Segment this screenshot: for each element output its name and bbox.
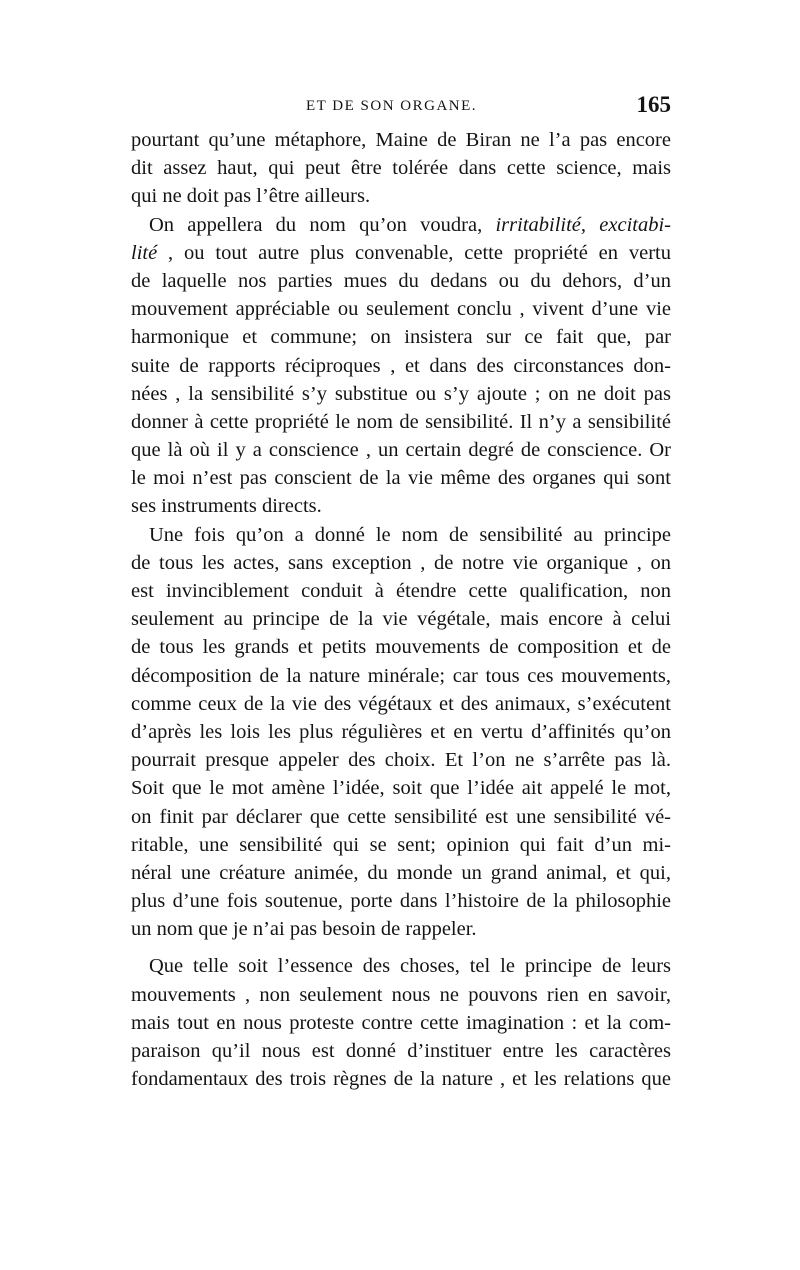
- page-number: 165: [636, 92, 671, 117]
- text-line: paraison qu’il nous est donné d’instituer entre les caractères: [131, 1040, 671, 1062]
- text-line: plus d’une fois soutenue, porte dans l’histoire de la philosophie: [131, 890, 671, 913]
- text-line: suite de rapports réciproques , et dans des circonstances don-: [131, 354, 671, 377]
- text-line: Une fois qu’on a donné le nom de sensibilité au principe: [149, 523, 671, 546]
- paragraph: [131, 952, 671, 1093]
- text-line: [131, 211, 671, 239]
- text-line: mouvements , non seulement nous ne pouvons rien en savoir,: [131, 983, 671, 1006]
- text-segment: , ou tout autre plus convenable, cette propriété en vertu: [157, 241, 671, 264]
- text-line: comme ceux de la vie des végétaux et des animaux, s’exécutent: [131, 692, 671, 715]
- paragraph: [131, 211, 671, 521]
- italic-term: irritabilité, excitabi-: [495, 213, 671, 236]
- text-line: décomposition de la nature minérale; car tous ces mouvements,: [131, 664, 671, 687]
- text-line: mouvement appréciable ou seulement conclu , vivent d’une vie: [131, 298, 671, 321]
- text-line: est invinciblement conduit à étendre cette qualification, non: [131, 580, 671, 602]
- text-line: pourrait presque appeler des choix. Et l’on ne s’arrête pas là.: [131, 749, 671, 772]
- text-line: pourtant qu’une métaphore, Maine de Biran ne l’a pas encore: [131, 129, 671, 151]
- text-line: qui ne doit pas l’être ailleurs.: [131, 185, 371, 208]
- text-line: un nom que je n’ai pas besoin de rappeler.: [131, 918, 477, 941]
- running-title: ET DE SON ORGANE.: [306, 98, 478, 114]
- italic-term: lité: [131, 241, 158, 264]
- text-line: donner à cette propriété le nom de sensibilité. Il n’y a sensibilité: [131, 410, 671, 433]
- text-line: Que telle soit l’essence des choses, tel le principe de leurs: [149, 955, 671, 978]
- text-line: fondamentaux des trois règnes de la nature , et les relations que: [131, 1068, 671, 1091]
- paragraph: [131, 126, 671, 211]
- text-line: de laquelle nos parties mues du dedans ou du dehors, d’un: [131, 269, 671, 292]
- body-text: [131, 126, 671, 1093]
- text-line: néral une créature animée, du monde un grand animal, et qui,: [131, 861, 671, 884]
- text-line: de tous les actes, sans exception , de notre vie organique , on: [131, 551, 671, 574]
- text-line: le moi n’est pas conscient de la vie même des organes qui sont: [131, 467, 671, 490]
- paragraph: [131, 521, 671, 944]
- text-line: harmonique et commune; on insistera sur ce fait que, par: [131, 326, 671, 349]
- text-line: seulement au principe de la vie végétale, mais encore à celui: [131, 608, 671, 631]
- text-line: de tous les grands et petits mouvements de composition et de: [131, 636, 671, 659]
- text-line: dit assez haut, qui peut être tolérée dans cette science, mais: [131, 157, 671, 180]
- text-line: mais tout en nous proteste contre cette imagination : et la com-: [131, 1011, 671, 1034]
- text-line: ritable, une sensibilité qui se sent; opinion qui fait d’un mi-: [131, 833, 671, 856]
- text-line: Soit que le mot amène l’idée, soit que l’idée ait appelé le mot,: [131, 777, 671, 800]
- text-segment: On appellera du nom qu’on voudra,: [149, 213, 483, 236]
- text-line: on finit par déclarer que cette sensibilité est une sensibilité vé-: [131, 805, 671, 828]
- text-line: nées , la sensibilité s’y substitue ou s’y ajoute ; on ne doit pas: [131, 382, 671, 405]
- page-header: [131, 92, 671, 122]
- text-line: d’après les lois les plus régulières et en vertu d’affinités qu’on: [131, 720, 671, 743]
- paragraph-gap: [131, 943, 671, 952]
- text-line: [131, 239, 671, 267]
- text-line: que là où il y a conscience , un certain degré de conscience. Or: [131, 439, 671, 462]
- text-line: ses instruments directs.: [131, 495, 322, 518]
